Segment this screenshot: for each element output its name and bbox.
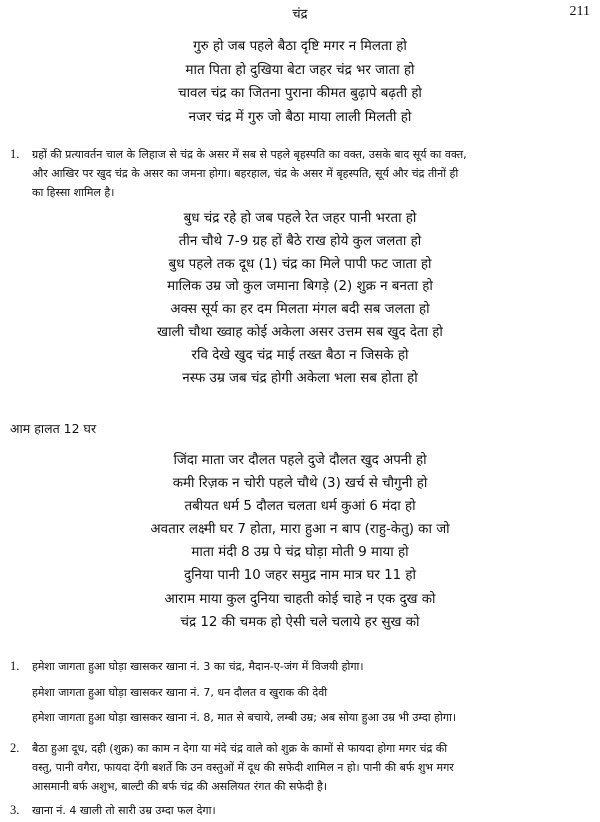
verse-line: आराम माया कुल दुनिया चाहती कोई चाहे न एक दुख को [164, 591, 436, 607]
footnote-line: का हिस्सा शामिल है। [32, 186, 115, 199]
note-number: 1. [10, 659, 20, 673]
verse-line: तीन चौथे 7-9 ग्रह हों बैठे राख होये कुल जलता हो [178, 233, 422, 249]
verse-block-1 [0, 35, 600, 129]
verse-line: नजर चंद्र में गुरु जो बैठा माया लाली मिलती हो [188, 109, 412, 125]
verse-line: तबीयत धर्म 5 दौलत चलता धर्म कुआं 6 मंदा हो [184, 499, 416, 515]
note-number: 2. [10, 741, 20, 755]
note-2 [10, 739, 590, 793]
verse-line: चंद्र 12 की चमक हो ऐसी चले चलाये हर सुख को [180, 614, 420, 630]
verse-line: गुरु हो जब पहले बैठा दृष्टि मगर न मिलता हो [193, 39, 407, 54]
verse-line: चावल चंद्र का जितना पुराना कीमत बुढ़ापे बढ़ती हो [178, 86, 422, 101]
verse-line: खाली चौथा ख्वाह कोई अकेला असर उत्तम सब खुद देता हो [157, 324, 443, 340]
chapter-title: चंद्र [292, 7, 308, 22]
verse-line: बुध पहले तक दूध (1) चंद्र का मिले पापी फट जाता हो [168, 256, 432, 272]
verse-line: मालिक उम्र जो कुल जमाना बिगड़े (2) शुक्र न बनता हो [167, 279, 433, 295]
verse-line: माता मंदी 8 उम्र पे चंद्र घोड़ा मोती 9 माया हो [191, 545, 409, 561]
section-heading: आम हालत 12 घर [10, 421, 97, 436]
footnote-number: 1. [10, 147, 20, 161]
verse-block-3 [0, 449, 600, 634]
verse-line: बुध चंद्र रहे हो जब पहले रेत जहर पानी भरता हो [183, 211, 417, 226]
note-text: खाना नं. 4 खाली तो सारी उम्र उम्दा फल देगा। [32, 804, 216, 817]
verse-line: दुनिया पानी 10 जहर समुद्र नाम मात्र घर 11 हो [183, 568, 417, 584]
note-text: हमेशा जागता हुआ घोड़ा खासकर खाना नं. 8, मात से बचाये, लम्बी उम्र; अब सोया हुआ उम्र भी उम्दा होगा। [32, 711, 457, 724]
note-line: आसमानी बर्फ अशुभ, बाल्टी की बर्फ चंद्र की असलियत रंगत की सफेदी है। [32, 780, 328, 793]
verse-block-2 [0, 208, 600, 390]
verse-line: अवतार लक्ष्मी घर 7 होता, मारा हुआ न बाप (राहु-केतु) का जो [150, 522, 450, 538]
verse-line: अक्स सूर्य का हर दम मिलता मंगल बदी सब जलता हो [170, 302, 430, 318]
note-text: हमेशा जागता हुआ घोड़ा खासकर खाना नं. 7, धन दौलत व खुराक की देवी [32, 686, 328, 699]
footnote-line: और आखिर पर खुद चंद्र के असर का जमना होगा। बहरहाल, चंद्र के असर में बृहस्पति, सूर्य और चंद्र तीनों ही [32, 167, 459, 180]
note-1-continued [10, 683, 590, 703]
page-header [0, 0, 600, 24]
footnote-text [32, 145, 590, 202]
note-text [32, 739, 590, 796]
note-3 [10, 801, 590, 821]
note-line: बैठा हुआ दूध, दही (शुक्र) का काम न देगा या मंदे चंद्र वाले को शुक्र के कामों से फायदा होगा मगर चंद्र की [32, 742, 448, 755]
footnote-1 [10, 145, 590, 199]
note-text: हमेशा जागता हुआ घोड़ा खासकर खाना नं. 3 का चंद्र, मैदान-ए-जंग में विजयी होगा। [32, 660, 364, 673]
verse-line: मात पिता हो दुखिया बेटा जहर चंद्र भर जाता हो [185, 62, 415, 78]
note-number: 3. [10, 803, 20, 817]
verse-line: कमी रिज़क न चोरी पहले चौथे (3) खर्च से चौगुनी हो [172, 476, 428, 492]
verse-line: जिंदा माता जर दौलत पहले दुजे दौलत खुद अपनी हो [173, 453, 427, 468]
page-number: 211 [569, 4, 590, 19]
note-1-continued [10, 708, 590, 728]
verse-line: नस्फ उम्र जब चंद्र होगी अकेला भला सब होता हो [182, 370, 418, 386]
verse-line: रवि देखे खुद चंद्र माई तख्त बैठा न जिसके हो [191, 347, 409, 363]
note-1 [10, 657, 590, 677]
footnote-line: ग्रहों की प्रत्यावर्तन चाल के लिहाज से चंद्र के असर में सब से पहले बृहस्पति का वक्त, उसके बाद सूर्य का वक्त, [32, 148, 467, 161]
note-line: वस्तु, पानी वगैरा, फायदा देंगी बशर्ते कि उन वस्तुओं में दूध की सफेदी शामिल न हो। पानी की बर्फ शुभ मगर [32, 761, 454, 774]
